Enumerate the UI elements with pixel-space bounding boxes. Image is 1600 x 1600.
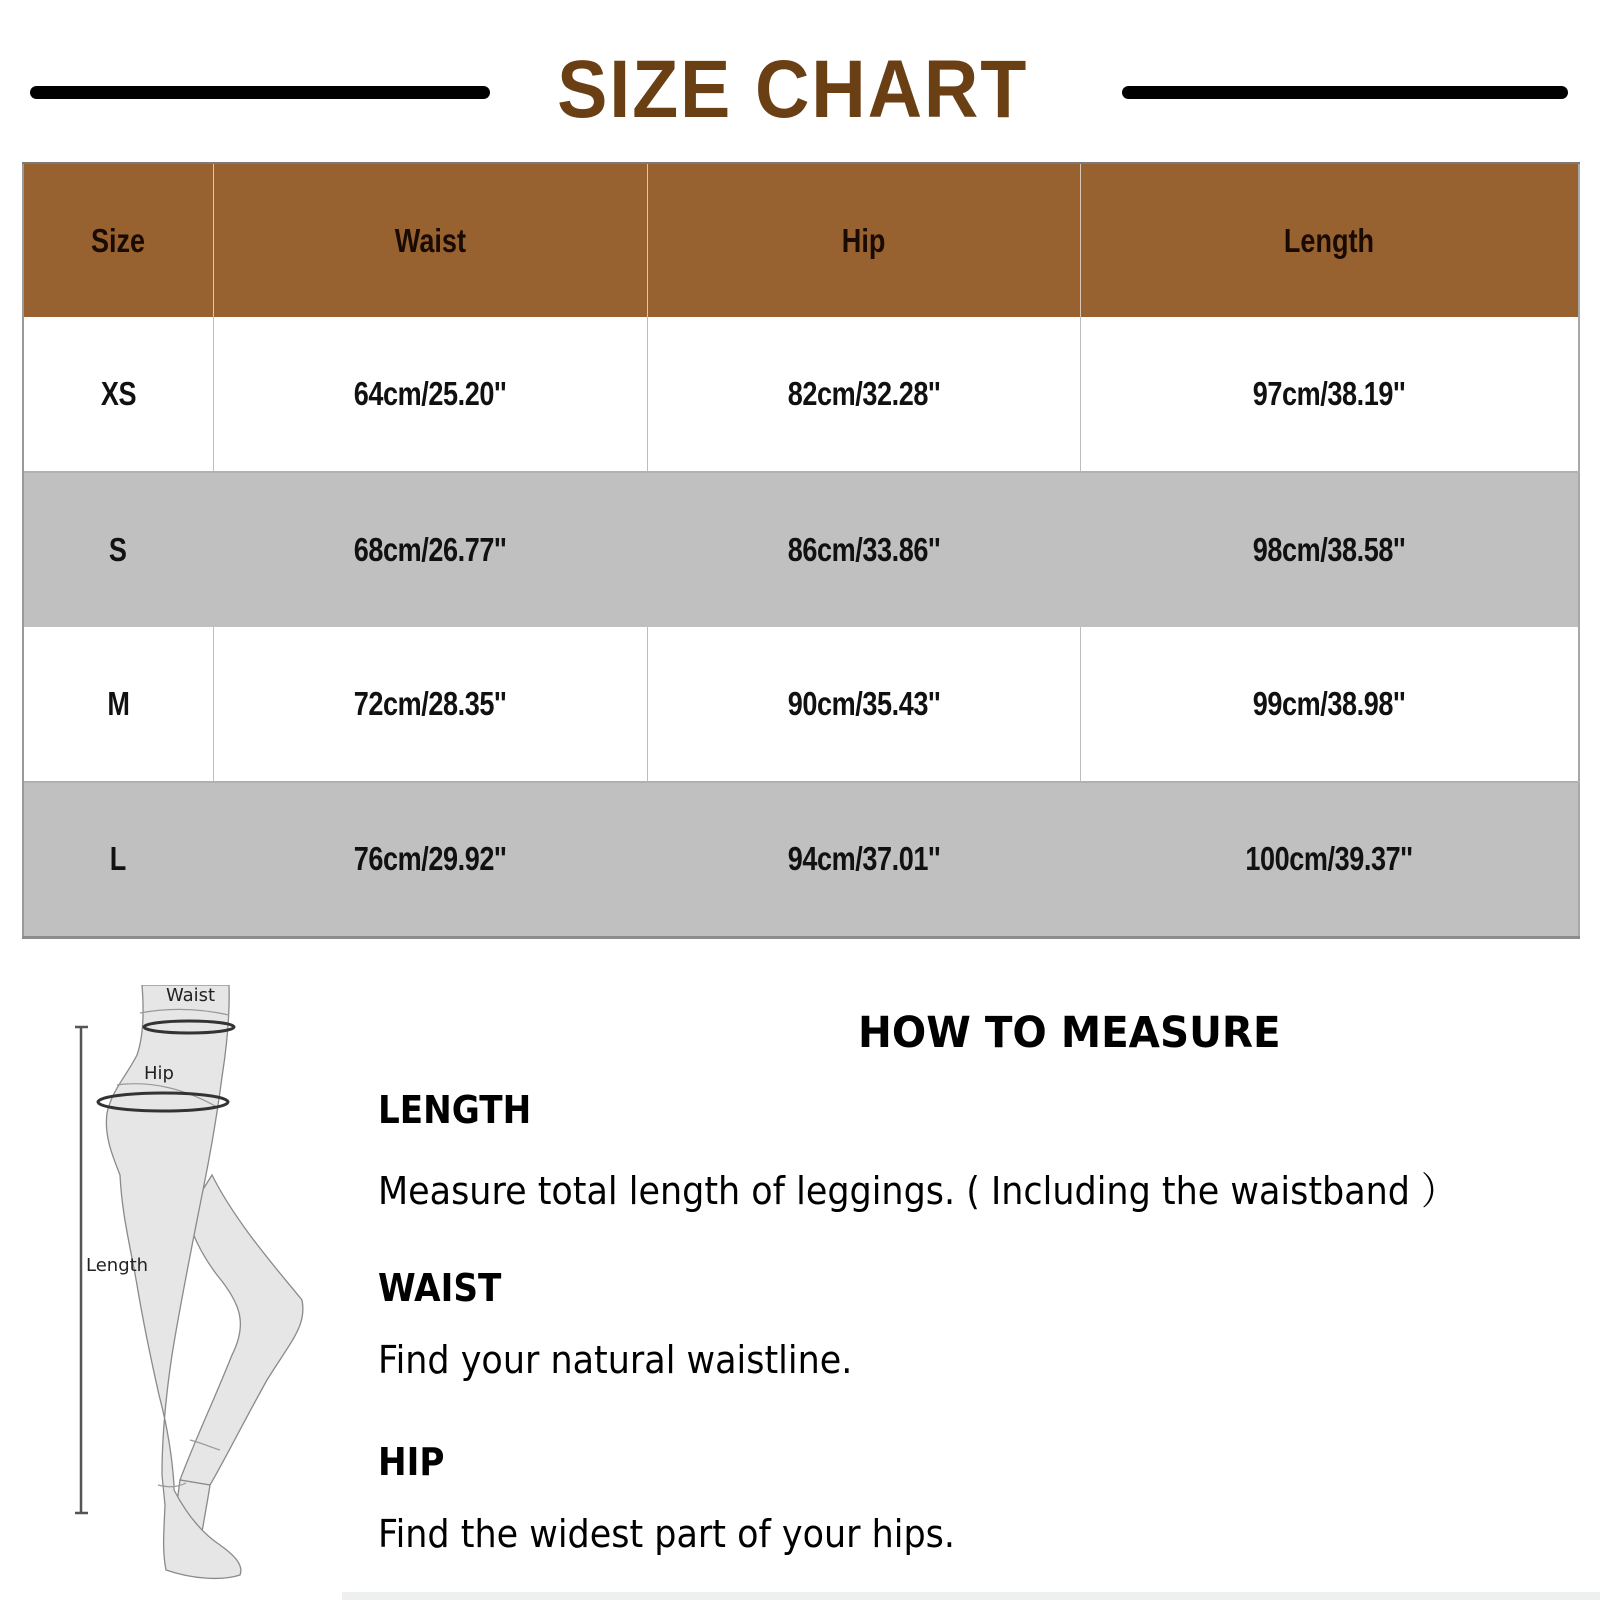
page-title-text: SIZE CHART [557, 44, 1029, 135]
leggings-figure-icon [62, 985, 322, 1600]
column-header-length: Length [1080, 163, 1579, 317]
cell-hip: 86cm/33.86'' [647, 472, 1080, 627]
figure-label-waist: Waist [166, 985, 216, 1006]
cell-length: 100cm/39.37'' [1080, 782, 1579, 937]
cell-length: 97cm/38.19'' [1080, 317, 1579, 472]
waist-description: Find your natural waistline. [378, 1338, 853, 1382]
table-header-row [23, 163, 1579, 317]
cell-length: 99cm/38.98'' [1080, 627, 1579, 782]
cell-size: S [23, 472, 213, 627]
bottom-band [342, 1592, 1600, 1600]
column-header-hip: Hip [647, 163, 1080, 317]
cell-waist: 68cm/26.77'' [213, 472, 647, 627]
title-divider-right [1122, 86, 1568, 99]
length-heading: LENGTH [378, 1088, 532, 1132]
size-table [22, 162, 1580, 939]
cell-hip: 94cm/37.01'' [647, 782, 1080, 937]
cell-length: 98cm/38.58'' [1080, 472, 1579, 627]
table-row [23, 782, 1579, 937]
figure-label-hip: Hip [144, 1063, 174, 1084]
table-row [23, 317, 1579, 472]
title-row [0, 40, 1600, 140]
hip-description: Find the widest part of your hips. [378, 1512, 955, 1556]
leggings-measurement-figure [62, 985, 322, 1600]
cell-size: XS [23, 317, 213, 472]
how-to-measure-title: HOW TO MEASURE [858, 1008, 1281, 1058]
waist-heading: WAIST [378, 1266, 502, 1310]
cell-waist: 72cm/28.35'' [213, 627, 647, 782]
cell-hip: 90cm/35.43'' [647, 627, 1080, 782]
cell-hip: 82cm/32.28'' [647, 317, 1080, 472]
table-row [23, 627, 1579, 782]
column-header-size: Size [23, 163, 213, 317]
cell-size: L [23, 782, 213, 937]
hip-heading: HIP [378, 1440, 445, 1484]
cell-size: M [23, 627, 213, 782]
cell-waist: 64cm/25.20'' [213, 317, 647, 472]
cell-waist: 76cm/29.92'' [213, 782, 647, 937]
column-header-waist: Waist [213, 163, 647, 317]
length-description: Measure total length of leggings. ( Including the waistband ） [378, 1169, 1457, 1213]
table-row [23, 472, 1579, 627]
figure-label-length: Length [86, 1255, 149, 1276]
